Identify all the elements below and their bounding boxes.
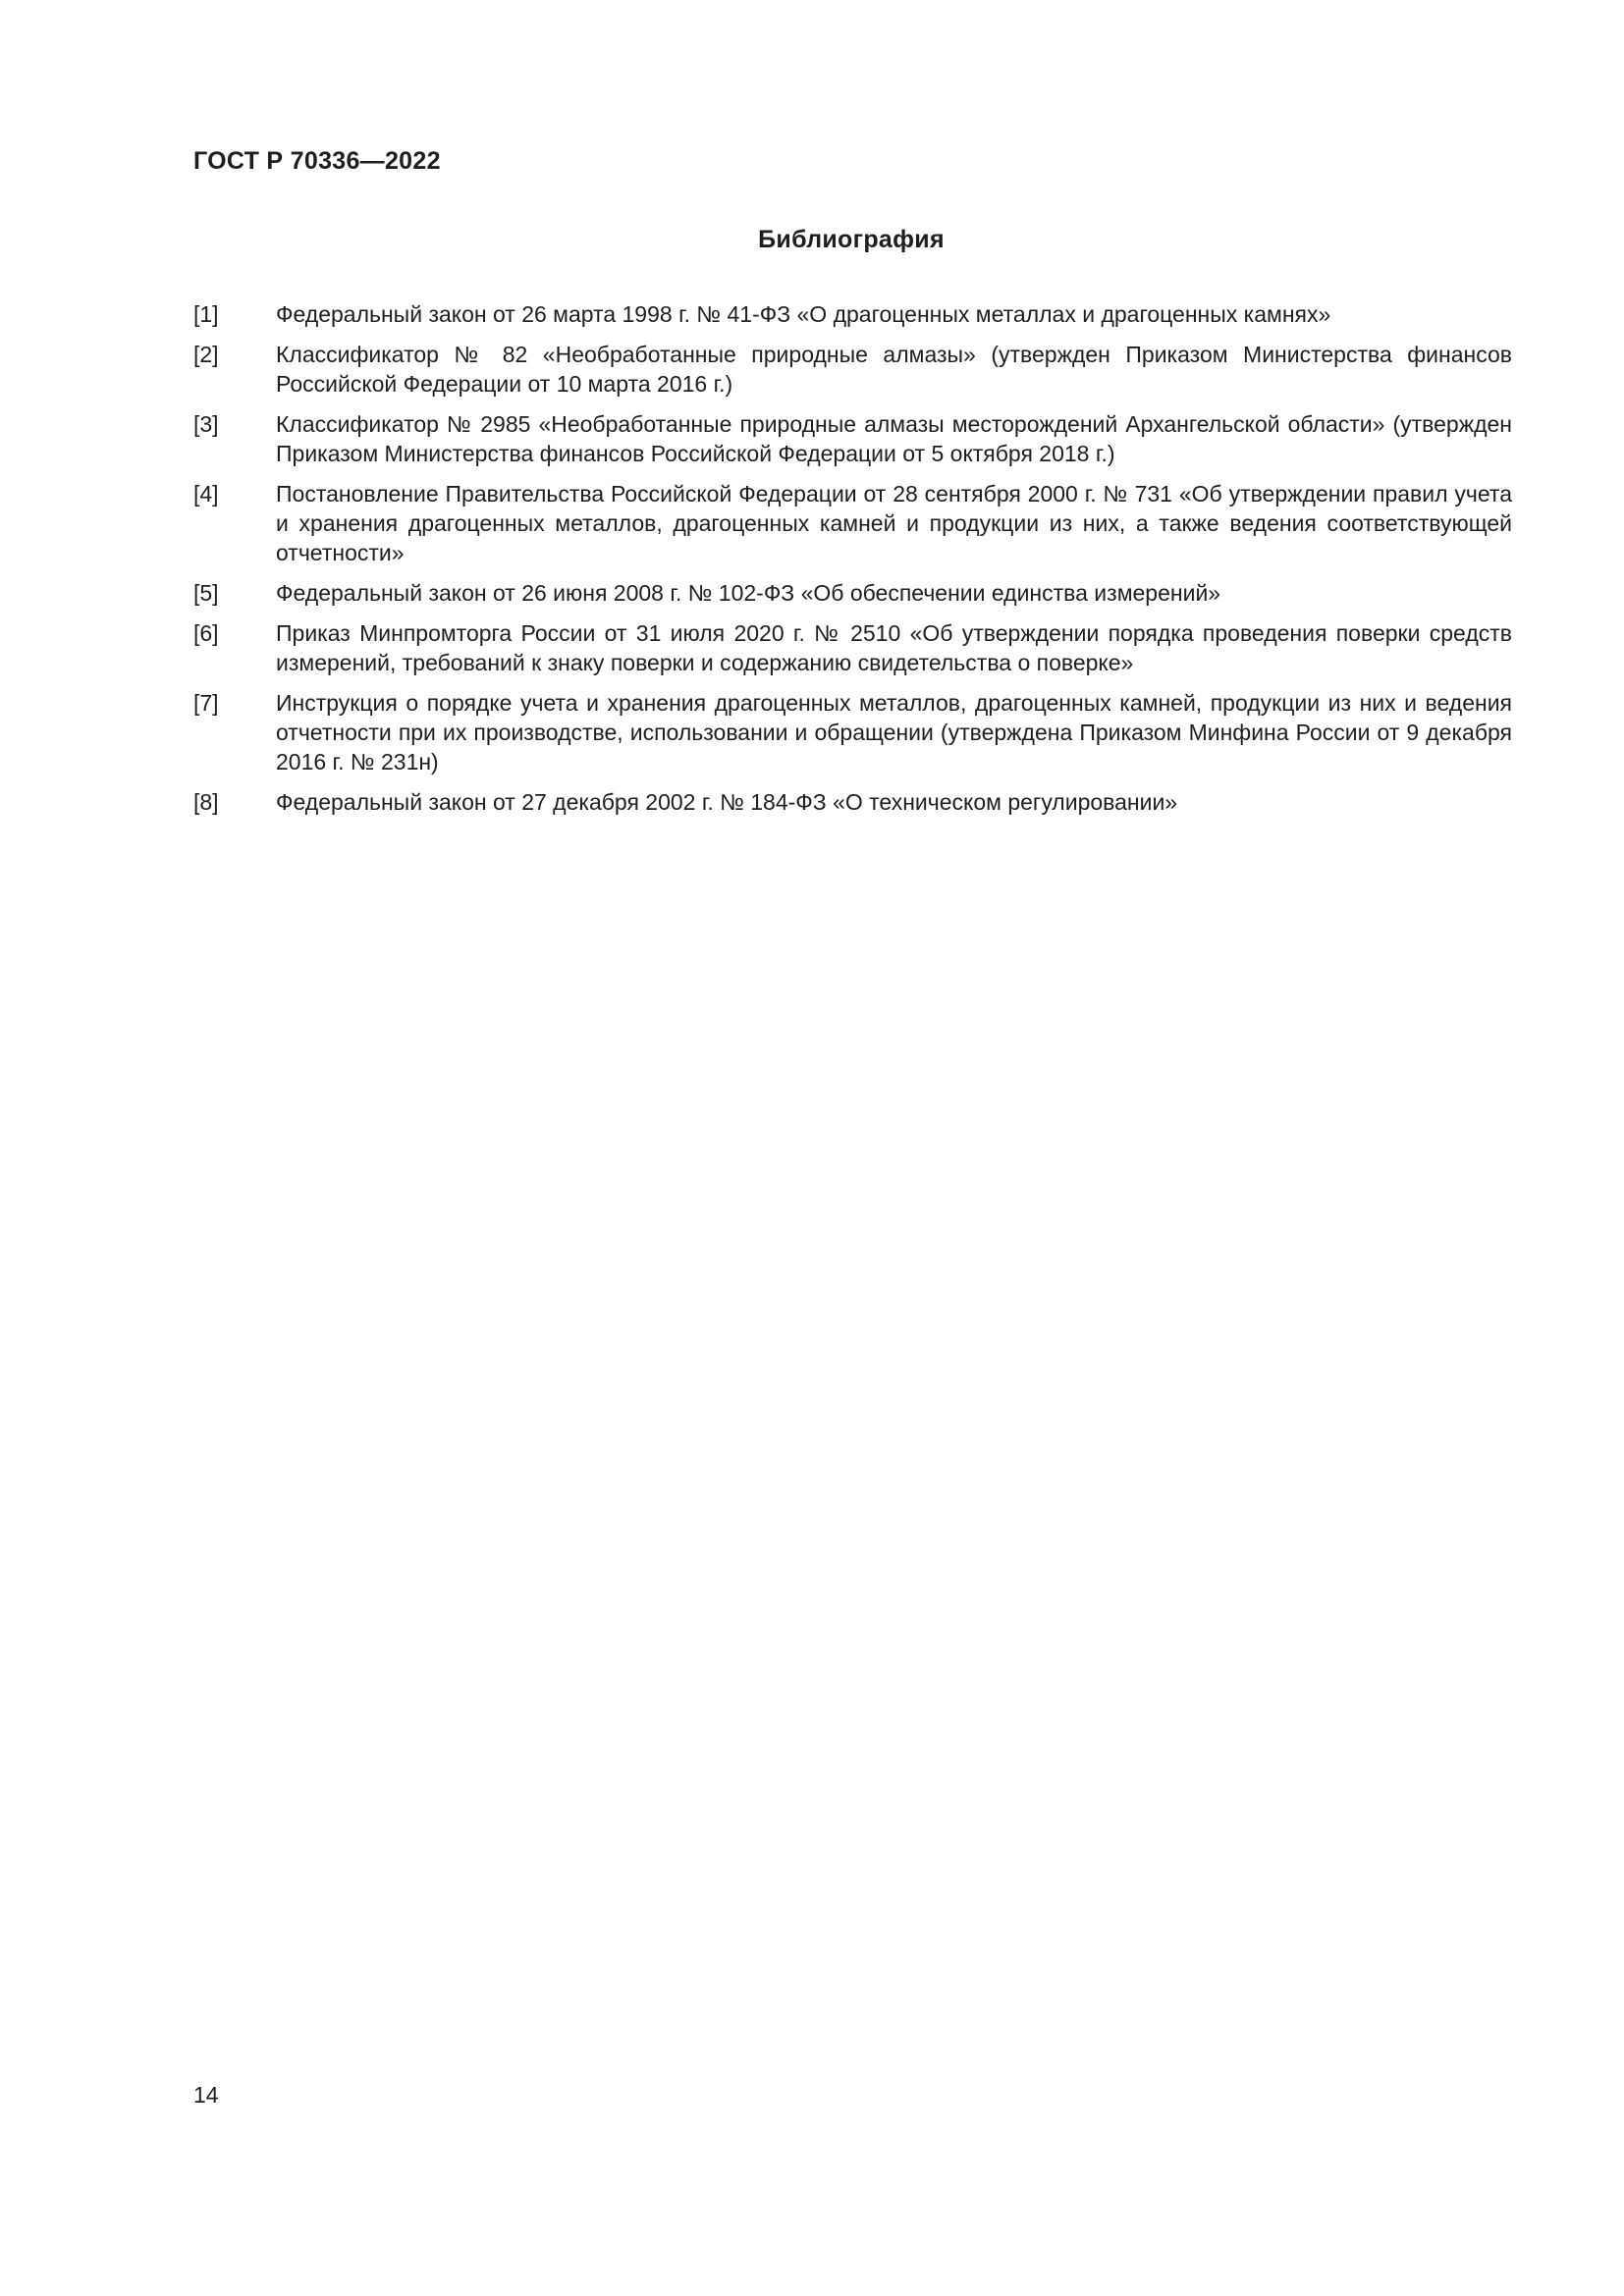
bibliography-item-text: Приказ Минпромторга России от 31 июля 2020 г. № 2510 «Об утверждении порядка проведения поверки средств измерений, требований к знаку поверки и содержанию свидетельства о поверке»	[276, 620, 1512, 675]
bibliography-item	[193, 787, 1512, 817]
bibliography-item-text: Постановление Правительства Российской Федерации от 28 сентября 2000 г. № 731 «Об утверждении правил учета и хранения драгоценных металлов, драгоценных камней и продукции из них, а также ведения соответствующей отчетности»	[276, 481, 1512, 565]
bibliography-item-text: Классификатор № 82 «Необработанные природные алмазы» (утвержден Приказом Министерства финансов Российской Федерации от 10 марта 2016 г.)	[276, 342, 1512, 397]
bibliography-item-text: Федеральный закон от 27 декабря 2002 г. № 184-ФЗ «О техническом регулировании»	[276, 789, 1178, 815]
bibliography-item	[193, 409, 1512, 468]
bibliography-item	[193, 618, 1512, 677]
bibliography-item	[193, 578, 1512, 608]
bibliography-item-number: [7]	[193, 690, 219, 716]
bibliography-item-number: [6]	[193, 620, 219, 646]
bibliography-list	[193, 299, 1512, 828]
bibliography-item	[193, 479, 1512, 567]
bibliography-title: Библиография	[758, 226, 945, 253]
bibliography-item-text: Классификатор № 2985 «Необработанные природные алмазы месторождений Архангельской области» (утвержден Приказом Министерства финансов Российской Федерации от 5 октября 2018 г.)	[276, 411, 1512, 466]
bibliography-item	[193, 340, 1512, 399]
bibliography-item-number: [3]	[193, 411, 219, 437]
bibliography-item-number: [2]	[193, 342, 219, 367]
bibliography-item-text: Инструкция о порядке учета и хранения драгоценных металлов, драгоценных камней, продукции из них и ведения отчетности при их производстве, использовании и обращении (утверждена Приказом Минфина России от 9 декабря 2016 г. № 231н)	[276, 690, 1512, 774]
bibliography-item-number: [1]	[193, 301, 219, 327]
bibliography-item-number: [8]	[193, 789, 219, 815]
bibliography-item-number: [4]	[193, 481, 219, 507]
document-code: ГОСТ Р 70336—2022	[193, 147, 441, 175]
bibliography-item-text: Федеральный закон от 26 марта 1998 г. № 41-ФЗ «О драгоценных металлах и драгоценных камнях»	[276, 301, 1331, 327]
bibliography-item-text: Федеральный закон от 26 июня 2008 г. № 102-ФЗ «Об обеспечении единства измерений»	[276, 580, 1221, 606]
bibliography-item	[193, 688, 1512, 776]
bibliography-item-number: [5]	[193, 580, 219, 606]
page-number: 14	[193, 2082, 219, 2108]
bibliography-item	[193, 299, 1512, 329]
